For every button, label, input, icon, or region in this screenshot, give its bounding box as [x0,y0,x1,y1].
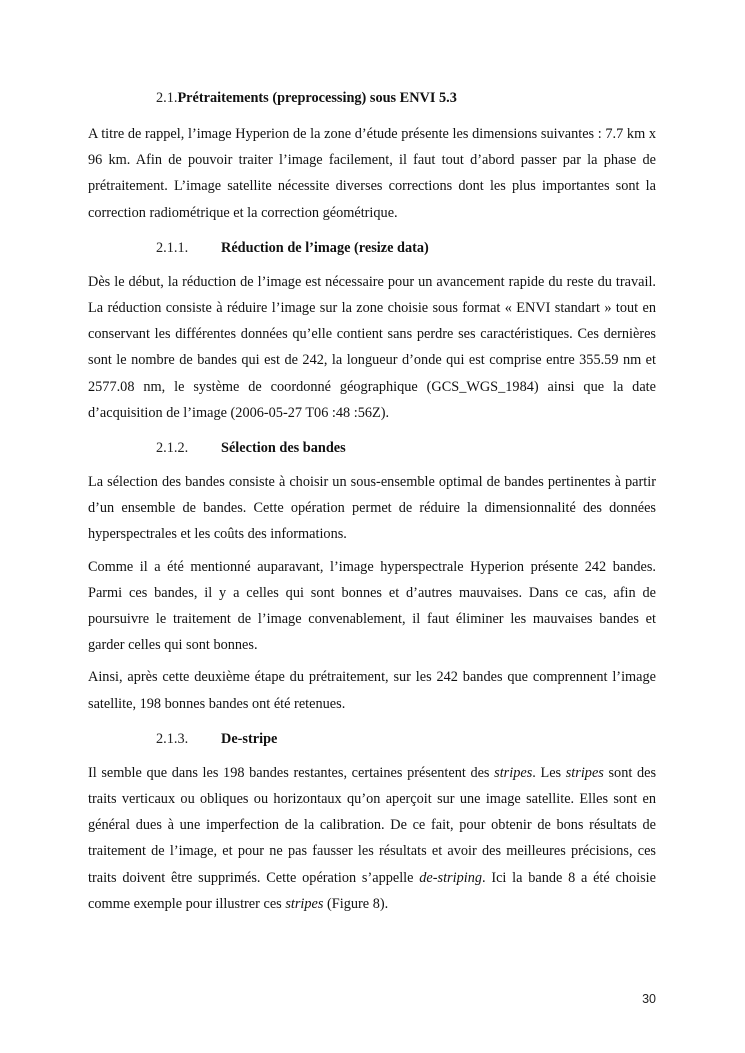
subsection-title: Réduction de l’image (resize data) [221,239,429,256]
page-content [88,86,656,923]
paragraph-band-selection-1: La sélection des bandes consiste à choisir un sous-ensemble optimal de bandes pertinentes à partir d’un ensemble de bandes. Cette opération permet de réduire la dimensionnalité des données hyperspectrales et les coûts des informations. [88,474,656,543]
subsection-title: De-stripe [221,730,278,747]
section-number: 2.1. [156,90,178,106]
paragraph-resize: Dès le début, la réduction de l’image est nécessaire pour un avancement rapide du reste du travail. La réduction consiste à réduire l’image sur la zone choisie sous format « ENVI standart » tout en conservant les différentes données qu’elle contient sans perdre ses caractéristiques. Ces dernières sont le nombre de bandes qui est de 242, la longueur d’onde qui est comprise entre 355.59 nm et 2577.08 nm, le système de coordonné géographique (GCS_WGS_1984) ainsi que la date d’acquisition de l’image (2006-05-27 T06 :48 :56Z). [88,273,656,421]
subsection-number: 2.1.3. [156,730,189,747]
section-title: Prétraitements (preprocessing) sous ENVI 5.3 [177,90,457,106]
text-run: (Figure 8). [323,895,389,912]
subsection-number: 2.1.1. [156,239,189,256]
italic-term: stripes [565,764,604,781]
subsection-heading-band-selection [88,436,656,460]
subsection-heading-resize [88,236,656,260]
page-number: 30 [642,992,656,1006]
paragraph-destripe [88,760,656,917]
text-run: sont des traits verticaux ou obliques ou horizontaux qu’on aperçoit sur une image satellite. Elles sont en général dues à une imperfection de la calibration. De ce fait, pour obtenir de bons résultats de traitement de l’image, et pour ne pas fausser les résultats et avoir des meilleures précisions, ces traits doivent être supprimés. Cette opération s’appelle [88,764,657,886]
paragraph-band-selection-3: Ainsi, après cette deuxième étape du prétraitement, sur les 242 bandes que comprennent l’image satellite, 198 bonnes bandes ont été retenues. [88,669,656,712]
subsection-heading-destripe [88,727,656,751]
text-run: Il semble que dans les 198 bandes restantes, certaines présentent des [88,764,495,781]
section-heading [88,86,656,110]
subsection-title: Sélection des bandes [221,440,346,457]
paragraph-band-selection-2: Comme il a été mentionné auparavant, l’image hyperspectrale Hyperion présente 242 bandes. Parmi ces bandes, il y a celles qui sont bonnes et d’autres mauvaises. Dans ce cas, afin de poursuivre le traitement de l’image convenablement, il faut éliminer les mauvaises bandes et garder celles qui sont bonnes. [88,558,656,654]
text-run: . Les [532,764,566,781]
section-intro-paragraph: A titre de rappel, l’image Hyperion de la zone d’étude présente les dimensions suivantes : 7.7 km x 96 km. Afin de pouvoir traiter l’image facilement, il faut tout d’abord passer par la phase de prétraitement. L’image satellite nécessite diverses corrections dont les plus importantes sont la correction radiométrique et la correction géométrique. [88,126,656,221]
text-run: . Ici la bande 8 a été choisie comme exemple pour illustrer ces [88,869,656,912]
italic-term: de-striping [419,869,482,886]
italic-term: stripes [494,764,533,781]
subsection-number: 2.1.2. [156,440,189,457]
italic-term: stripes [285,895,324,912]
